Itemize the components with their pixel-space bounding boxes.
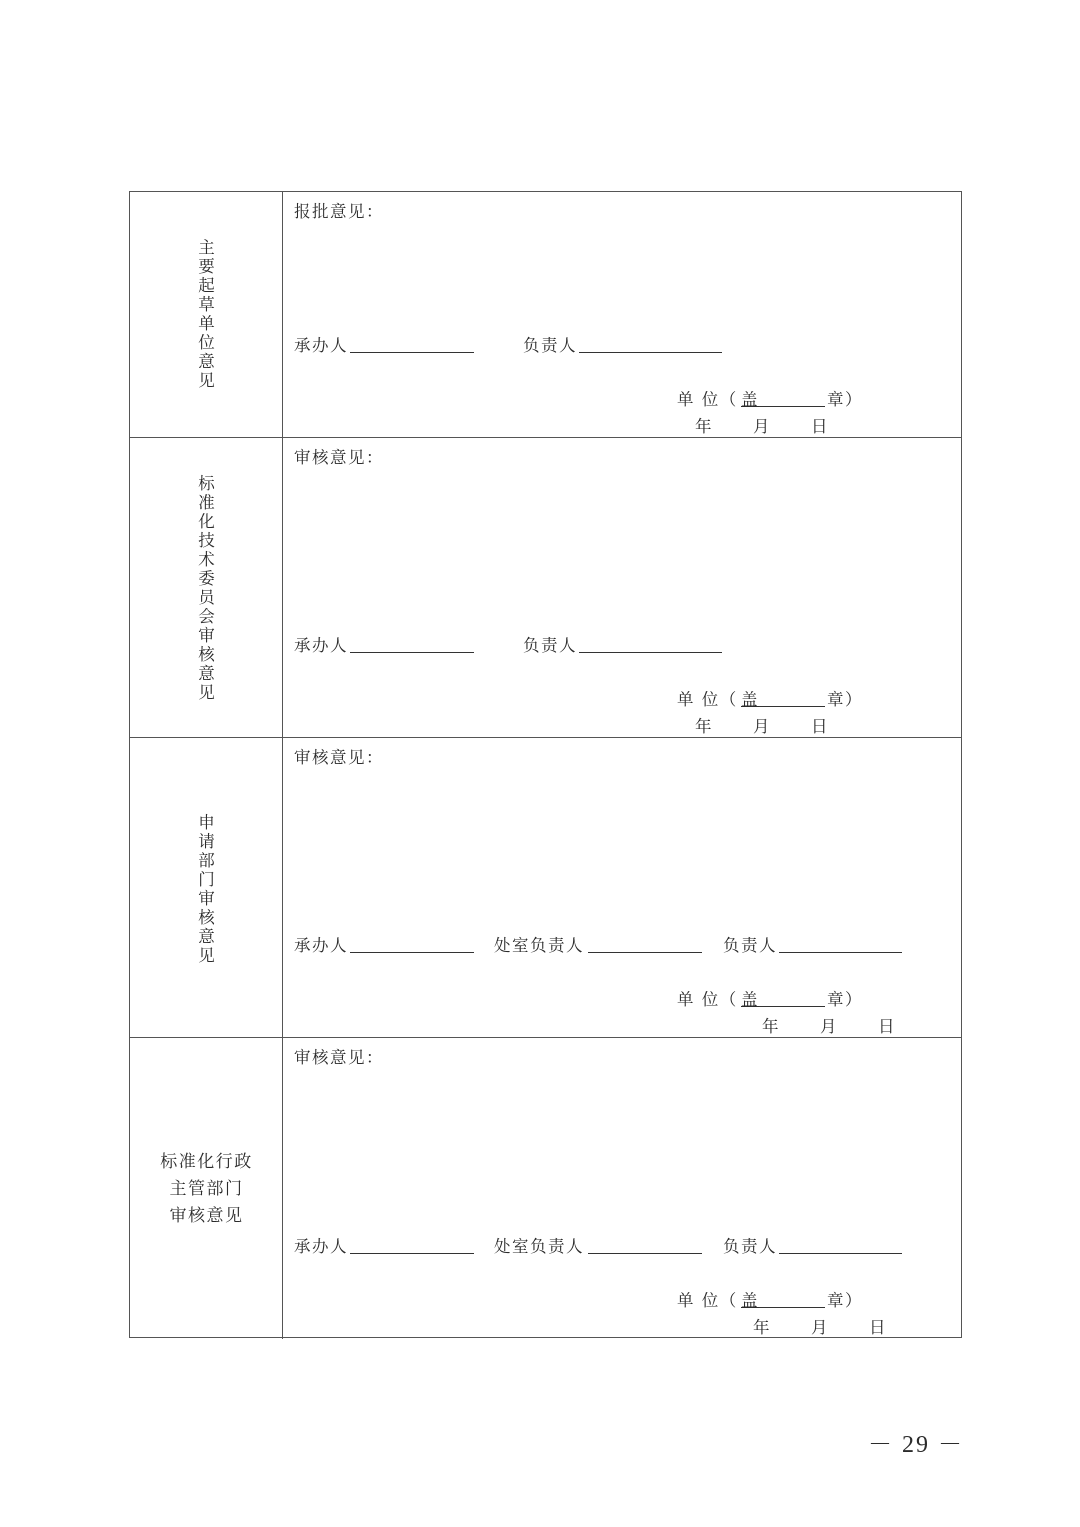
responsible-signature-line[interactable] bbox=[579, 652, 722, 653]
section-applying-department bbox=[130, 738, 961, 1038]
date-day: 日 bbox=[811, 417, 829, 436]
office-head-signature-line[interactable] bbox=[588, 952, 702, 953]
date-day: 日 bbox=[811, 717, 829, 736]
handler-signature-line[interactable] bbox=[350, 1253, 474, 1254]
seal-gai: 盖 bbox=[741, 690, 759, 709]
seal-gai: 盖 bbox=[741, 390, 759, 409]
handler-label: 承办人 bbox=[294, 336, 348, 355]
handler-signature-line[interactable] bbox=[350, 652, 474, 653]
label-cell bbox=[130, 438, 283, 737]
label-cell bbox=[130, 1038, 283, 1339]
opinion-cell[interactable] bbox=[283, 192, 961, 437]
seal-line bbox=[759, 1006, 825, 1007]
unit-label: 单 位（ bbox=[677, 1291, 738, 1310]
date-year: 年 bbox=[695, 417, 713, 436]
seal-zhang: 章） bbox=[827, 390, 863, 409]
section-label-vertical: 标 准 化 技 术 委 员 会 审 核 意 见 bbox=[198, 474, 215, 702]
handler-label: 承办人 bbox=[294, 936, 348, 955]
section-administrative-authority bbox=[130, 1038, 961, 1339]
opinion-title: 审核意见： bbox=[294, 448, 384, 467]
section-label-vertical: 申 请 部 门 审 核 意 见 bbox=[198, 813, 215, 965]
date-day: 日 bbox=[869, 1318, 887, 1337]
unit-label: 单 位（ bbox=[677, 990, 738, 1009]
date-month: 月 bbox=[811, 1318, 829, 1337]
office-head-signature-line[interactable] bbox=[588, 1253, 702, 1254]
responsible-label: 负责人 bbox=[723, 1237, 777, 1256]
date-day: 日 bbox=[878, 1017, 896, 1036]
date-month: 月 bbox=[753, 717, 771, 736]
section-technical-committee bbox=[130, 438, 961, 738]
approval-form-table bbox=[129, 191, 962, 1338]
handler-label: 承办人 bbox=[294, 1237, 348, 1256]
responsible-label: 负责人 bbox=[723, 936, 777, 955]
section-label-vertical: 主 要 起 草 单 位 意 见 bbox=[198, 238, 215, 390]
seal-zhang: 章） bbox=[827, 1291, 863, 1310]
date-year: 年 bbox=[695, 717, 713, 736]
opinion-title: 报批意见： bbox=[294, 202, 384, 221]
page-number: － 29 － bbox=[868, 1432, 964, 1458]
seal-gai: 盖 bbox=[741, 1291, 759, 1310]
responsible-label: 负责人 bbox=[523, 336, 577, 355]
label-cell bbox=[130, 192, 283, 437]
section-label: 标准化行政 主管部门 审核意见 bbox=[160, 1152, 253, 1226]
seal-line bbox=[759, 406, 825, 407]
responsible-signature-line[interactable] bbox=[779, 1253, 902, 1254]
seal-zhang: 章） bbox=[827, 990, 863, 1009]
seal-zhang: 章） bbox=[827, 690, 863, 709]
opinion-title: 审核意见： bbox=[294, 748, 384, 767]
date-month: 月 bbox=[820, 1017, 838, 1036]
unit-label: 单 位（ bbox=[677, 390, 738, 409]
responsible-signature-line[interactable] bbox=[779, 952, 902, 953]
office-head-label: 处室负责人 bbox=[494, 1237, 584, 1256]
handler-signature-line[interactable] bbox=[350, 352, 474, 353]
opinion-cell[interactable] bbox=[283, 738, 961, 1037]
office-head-label: 处室负责人 bbox=[494, 936, 584, 955]
responsible-signature-line[interactable] bbox=[579, 352, 722, 353]
date-year: 年 bbox=[753, 1318, 771, 1337]
opinion-cell[interactable] bbox=[283, 438, 961, 737]
date-month: 月 bbox=[753, 417, 771, 436]
seal-line bbox=[759, 706, 825, 707]
handler-label: 承办人 bbox=[294, 636, 348, 655]
responsible-label: 负责人 bbox=[523, 636, 577, 655]
section-drafting-unit bbox=[130, 192, 961, 438]
opinion-cell[interactable] bbox=[283, 1038, 961, 1339]
unit-label: 单 位（ bbox=[677, 690, 738, 709]
opinion-title: 审核意见： bbox=[294, 1048, 384, 1067]
date-year: 年 bbox=[762, 1017, 780, 1036]
handler-signature-line[interactable] bbox=[350, 952, 474, 953]
seal-gai: 盖 bbox=[741, 990, 759, 1009]
seal-line bbox=[759, 1307, 825, 1308]
label-cell bbox=[130, 738, 283, 1037]
